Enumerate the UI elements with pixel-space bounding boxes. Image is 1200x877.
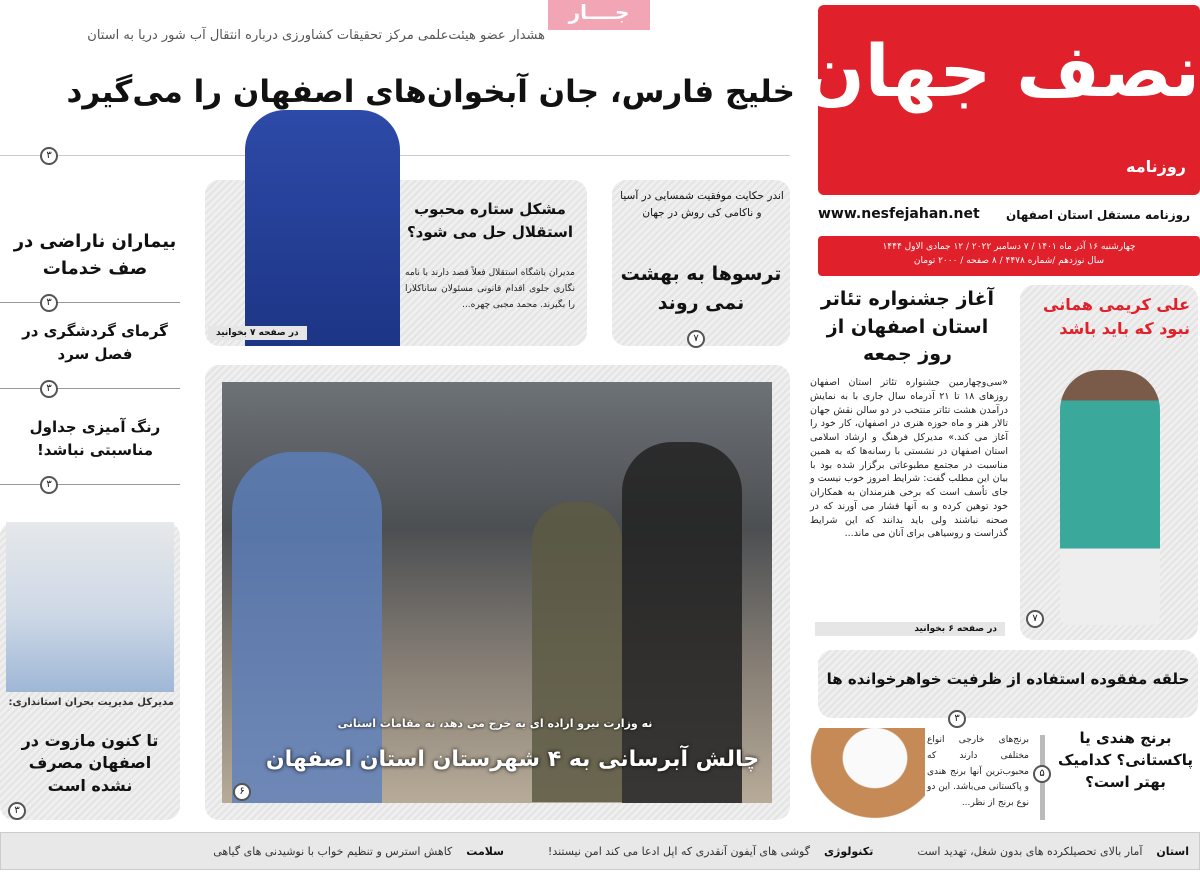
crisis-kicker: مدیرکل مدیریت بحران استانداری: [8, 697, 174, 708]
rice-photo [800, 728, 925, 828]
news-ticker [0, 832, 1200, 870]
page-badge: ۶ [233, 783, 251, 801]
esteghlal-headline[interactable]: مشکل ستاره محبوب استقلال حل می شود؟ [406, 200, 574, 241]
cowards-headline[interactable]: ترسوها به بهشت نمی روند [620, 263, 782, 314]
ticker-tag-health[interactable]: سلامت [466, 844, 504, 858]
logo-prefix: روزنامه [1126, 157, 1186, 176]
read-more[interactable]: در صفحه ۶ بخوانید [815, 622, 1005, 636]
sister-headline[interactable]: حلقه مفقوده استفاده از ظرفیت خواهرخوانده ها [826, 670, 1190, 688]
page-badge: ۳ [948, 710, 966, 728]
theater-body: «سی‌وچهارمین جشنواره تئاتر استان اصفهان روزهای ۱۸ تا ۲۱ آذرماه سال جاری با به نمایش درآمدن هشت تئاتر منتخب در دو سالن نقش جهان تالار هنر و ماه حوزه هنری در اصفهان، کار خود را آغاز می کند.» مدیرکل فرهنگ و ارشاد اسلامی استان اصفهان در نشستی با رسانه‌ها که به همین مناسبت در مجتمع مطبوعاتی برگزار شده بود با بیان این مطلب گفت: شرایط امروز خوب نیست و جای تأسف است که برخی هنرمندان به همکاران خود توهین کرده و به آنها فشار می آورند که در صحنه نباشند ولی باید بدانند که این شرایط گذراست و روسیاهی برای آنان می ماند... [810, 377, 1009, 540]
lead-badge: جــــار [548, 0, 650, 30]
ticker-tag-tech[interactable]: تکنولوژی [823, 844, 874, 858]
page-badge: ۳ [40, 476, 58, 494]
page-badge: ۳ [8, 802, 26, 820]
player-photo [245, 110, 400, 346]
cowards-story [612, 180, 790, 346]
sister-story [818, 650, 1198, 724]
theater-headline[interactable]: آغاز جشنواره تئاتر استان اصفهان از روز جمعه [820, 288, 995, 366]
read-more[interactable]: در صفحه ۷ بخوانید [208, 326, 307, 340]
water-photo [222, 382, 772, 803]
crisis-story [0, 522, 180, 820]
ticker-item[interactable]: آمار بالای تحصیلکرده های بدون شغل، تهدید است [917, 844, 1143, 858]
lead-kicker: هشدار عضو هیئت‌علمی مرکز تحقیقات کشاورزی درباره انتقال آب شور دریا به استان [87, 28, 545, 43]
official-photo [6, 522, 174, 692]
water-kicker: نه وزارت نیرو اراده ای به خرج می دهد، نه مقامات استانی [337, 717, 653, 730]
karimi-headline[interactable]: علی کریمی همانی نبود که باید باشد [1043, 295, 1190, 338]
left-headline-3[interactable]: رنگ آمیزی جداول مناسبتی نباشد! [29, 418, 161, 459]
karimi-photo [1060, 370, 1160, 625]
date-text: چهارشنبه ۱۶ آذر ماه ۱۴۰۱ / ۷ دسامبر ۲۰۲۲ / ۱۲ جمادی الاول ۱۴۴۴ [882, 242, 1136, 252]
rice-headline[interactable]: برنج هندی یا پاکستانی؟ کدامیک بهتر است؟ [1057, 729, 1194, 791]
water-headline[interactable]: چالش آبرسانی به ۴ شهرستان استان اصفهان [265, 747, 760, 772]
water-story [205, 365, 790, 820]
issue-text: سال نوزدهم /شماره ۴۴۷۸ / ۸ صفحه / ۲۰۰۰ تومان [913, 255, 1105, 266]
page-badge: ۳ [40, 147, 58, 165]
karimi-story [1020, 285, 1198, 640]
ticker-item[interactable]: کاهش استرس و تنظیم خواب با نوشیدنی های گیاهی [213, 844, 453, 858]
left-headline-2[interactable]: گرمای گردشگری در فصل سرد [22, 322, 168, 363]
lead-headline[interactable]: خلیج فارس، جان آبخوان‌های اصفهان را می‌گیرد [66, 74, 795, 110]
crisis-headline[interactable]: تا کنون مازوت در اصفهان مصرف نشده است [21, 731, 159, 795]
page-badge: ۷ [1026, 610, 1044, 628]
cowards-kicker: اندر حکایت موفقیت شمسایی در آسیا و ناکامی کی روش در جهان [620, 190, 784, 219]
ticker-tag-province[interactable]: استان [1156, 844, 1189, 858]
page-badge: ۳ [40, 294, 58, 312]
esteghlal-body: مدیران باشگاه استقلال فعلاً قصد دارند با نامه نگاری جلوی اقدام قانونی مسئولان ساناکلارا را بگیرند. محمد مجبی چهره... [405, 268, 575, 310]
page-badge: ۷ [687, 330, 705, 348]
date-box [818, 236, 1200, 276]
masthead-url[interactable]: www.nesfejahan.net [818, 206, 980, 222]
page-badge: ۳ [40, 380, 58, 398]
rice-body: برنج‌های خارجی انواع مختلفی دارند که محبوب‌ترین آنها برنج هندی و پاکستانی می‌باشد. این دو نوع برنج از نظر... [927, 735, 1029, 808]
esteghlal-story [205, 180, 587, 346]
ticker-item[interactable]: گوشی های آیفون آنقدری که اپل ادعا می کند امن نیستند! [547, 844, 810, 858]
masthead-logo [803, 5, 1200, 195]
masthead-subtitle: روزنامه مستقل استان اصفهان [1006, 208, 1190, 222]
logo-text: نصف جهان [803, 29, 1200, 113]
left-headline-1[interactable]: بیماران ناراضی در صف خدمات [13, 231, 177, 279]
page-badge: ۵ [1033, 765, 1051, 783]
